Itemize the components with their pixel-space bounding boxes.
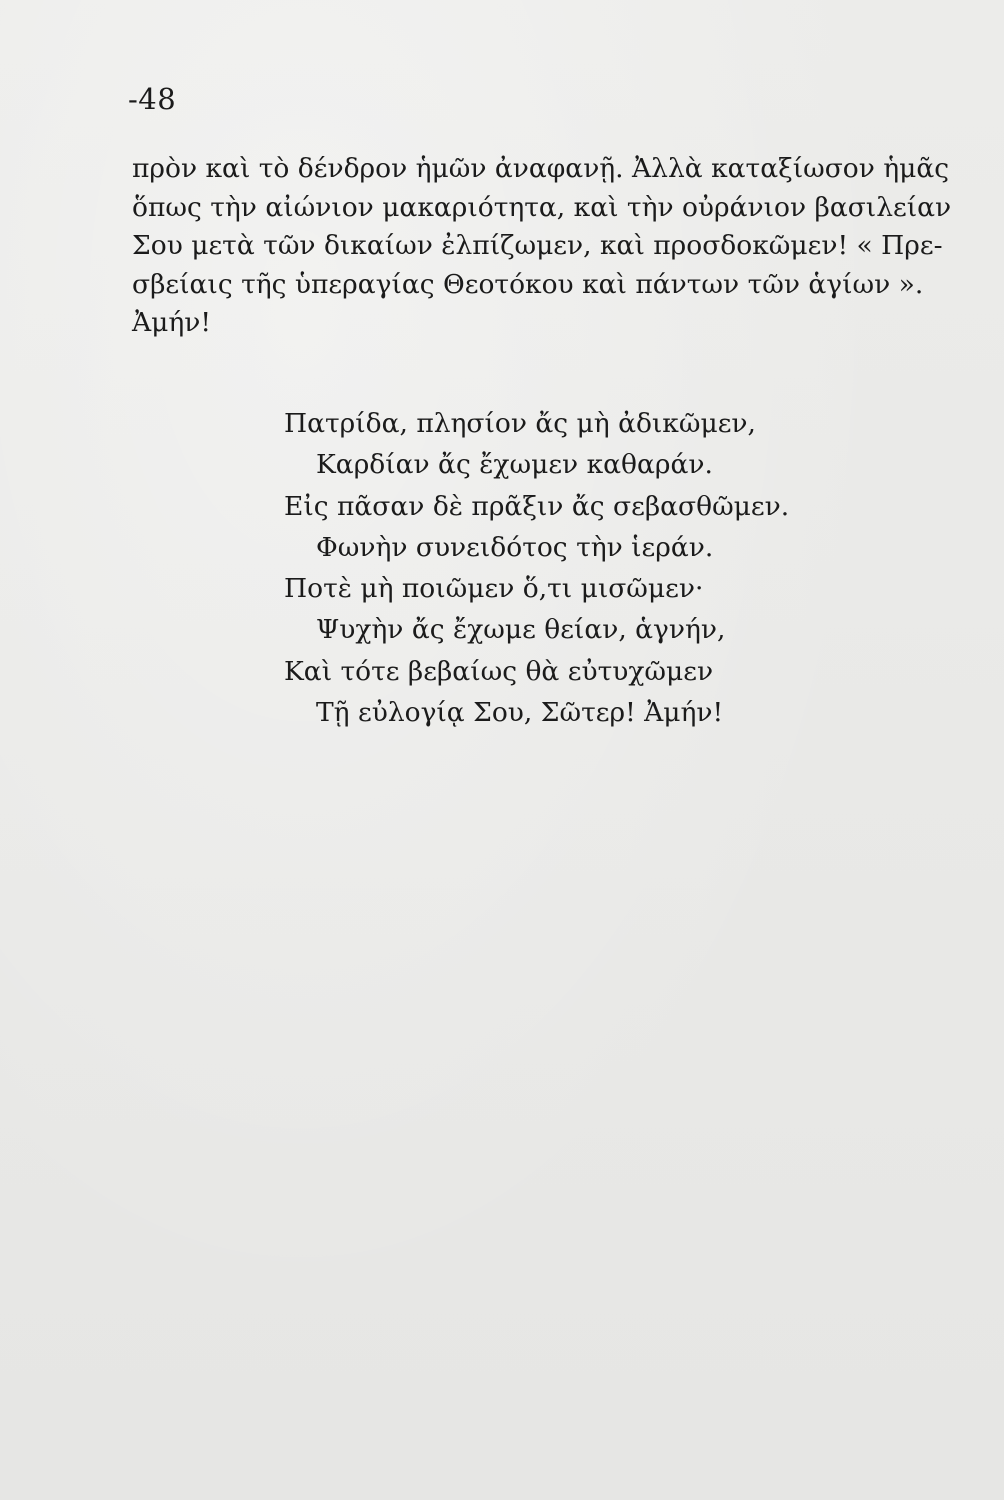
poem-line: Πατρίδα, πλησίον ἄς μὴ ἀδικῶμεν, <box>284 408 756 439</box>
poem-line: Ψυχὴν ἄς ἔχωμε θείαν, ἁγνήν, <box>316 614 726 646</box>
poem-line: Καὶ τότε βεβαίως θὰ εὐτυχῶμεν <box>284 655 714 687</box>
poem-line: Καρδίαν ἄς ἔχωμεν καθαράν. <box>316 449 713 481</box>
poem-line: Εἰς πᾶσαν δὲ πρᾶξιν ἄς σεβασθῶμεν. <box>284 490 790 522</box>
prose-paragraph <box>132 150 952 343</box>
prose-line: σβείαις τῆς ὑπεραγίας Θεοτόκου καὶ πάντων τῶν ἁγίων ». <box>132 268 924 300</box>
poem-line: Φωνὴν συνειδότος τὴν ἱεράν. <box>316 531 714 563</box>
prose-line: Ἀμήν! <box>132 307 211 338</box>
prose-line: ὅπως τὴν αἰώνιον μακαριότητα, καὶ τὴν οὐράνιον βασιλείαν <box>132 191 952 223</box>
prose-line: Σου μετὰ τῶν δικαίων ἐλπίζωμεν, καὶ προσδοκῶμεν! « Πρε- <box>132 230 943 261</box>
poem-stanza <box>284 403 804 733</box>
page-number: -48 <box>128 82 177 116</box>
prose-line: πρὸν καὶ τὸ δένδρον ἡμῶν ἀναφανῇ. Ἀλλὰ καταξίωσον ἡμᾶς <box>132 153 950 184</box>
poem-line: Τῇ εὐλογίᾳ Σου, Σῶτερ! Ἀμήν! <box>316 697 724 729</box>
poem-line: Ποτὲ μὴ ποιῶμεν ὅ,τι μισῶμεν· <box>284 573 704 605</box>
